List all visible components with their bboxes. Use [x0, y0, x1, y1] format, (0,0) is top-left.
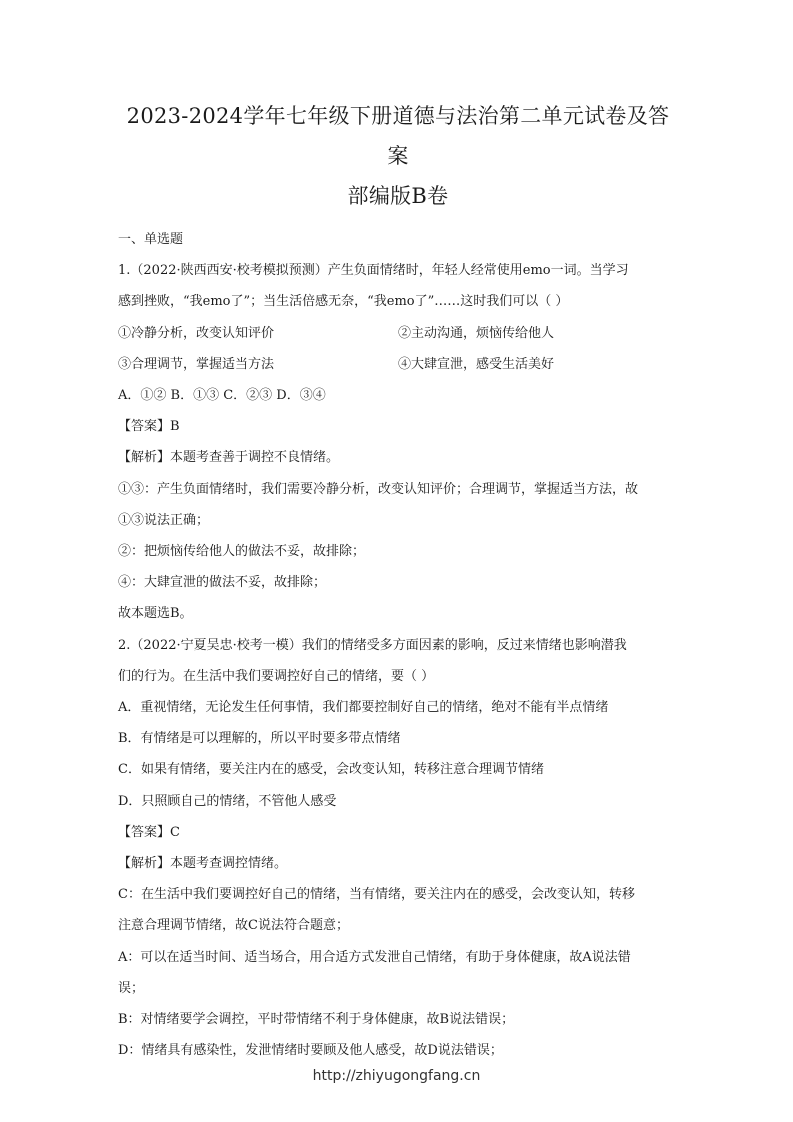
q1-options-row1 [118, 318, 678, 349]
q1-option-1: ①冷静分析，改变认知评价 [118, 325, 275, 341]
footer-url[interactable]: http://zhiyugongfang.cn [312, 1068, 481, 1084]
q1-analysis-1a: ①③：产生负面情绪时，我们需要冷静分析，改变认知评价；合理调节，掌握适当方法，故 [118, 481, 639, 497]
section-heading: 一、单选题 [118, 232, 184, 247]
q1-options-row2 [118, 349, 678, 380]
q1-analysis-3: ④：大肆宣泄的做法不妥，故排除； [118, 575, 327, 591]
q1-analysis-1b: ①③说法正确； [118, 512, 210, 528]
q2-analysis-intro: 【解析】本题考查调控情绪。 [118, 856, 288, 872]
q1-conclusion: 故本题选B。 [118, 606, 193, 622]
q2-analysis-b: B：对情绪要学会调控，平时带情绪不利于身体健康，故B说法错误； [118, 1012, 515, 1028]
q1-stem-line2: 感到挫败，“我emo了”；当生活倍感无奈，“我emo了”……这时我们可以（ ） [118, 294, 569, 310]
q1-stem-line1: 1.（2022·陕西西安·校考模拟预测）产生负面情绪时，年轻人经常使用emo一词。当学习 [118, 263, 629, 279]
q2-option-b: B．有情绪是可以理解的，所以平时要多带点情绪 [118, 731, 401, 747]
q1-choices: A．①② B．①③ C．②③ D．③④ [118, 388, 326, 404]
q2-stem-line2: 们的行为。在生活中我们要调控好自己的情绪，要（ ） [118, 668, 435, 684]
q2-analysis-a-line1: A：可以在适当时间、适当场合，用合适方式发泄自己情绪，有助于身体健康，故A说法错 [118, 949, 631, 965]
document-title-line1: 2023-2024学年七年级下册道德与法治第二单元试卷及答案 [126, 104, 670, 168]
q2-answer: 【答案】C [118, 824, 180, 840]
q2-option-a: A．重视情绪，无论发生任何事情，我们都要控制好自己的情绪，绝对不能有半点情绪 [118, 700, 609, 716]
q2-analysis-c-line1: C：在生活中我们要调控好自己的情绪，当有情绪，要关注内在的感受，会改变认知，转移 [118, 887, 635, 903]
q2-analysis-c-line2: 注意合理调节情绪，故C说法符合题意； [118, 918, 349, 934]
q2-stem-line1: 2.（2022·宁夏吴忠·校考一模）我们的情绪受多方面因素的影响，反过来情绪也影响潜我 [118, 637, 627, 653]
q1-option-2: ②主动沟通，烦恼传给他人 [398, 325, 555, 341]
document-page [118, 96, 678, 1066]
document-title-line2: 部编版B卷 [347, 184, 449, 208]
q1-analysis-intro: 【解析】本题考查善于调控不良情绪。 [118, 450, 340, 466]
q2-option-d: D．只照顾自己的情绪，不管他人感受 [118, 793, 337, 809]
q1-analysis-2: ②：把烦恼传给他人的做法不妥，故排除； [118, 544, 366, 560]
q2-analysis-a-line2: 误； [118, 980, 145, 996]
q1-answer: 【答案】B [118, 419, 180, 435]
q1-option-4: ④大肆宣泄，感受生活美好 [398, 356, 555, 372]
q2-option-c: C．如果有情绪，要关注内在的感受，会改变认知，转移注意合理调节情绪 [118, 762, 544, 778]
q2-analysis-d: D：情绪具有感染性，发泄情绪时要顾及他人感受，故D说法错误； [118, 1043, 503, 1059]
q1-option-3: ③合理调节，掌握适当方法 [118, 356, 275, 372]
